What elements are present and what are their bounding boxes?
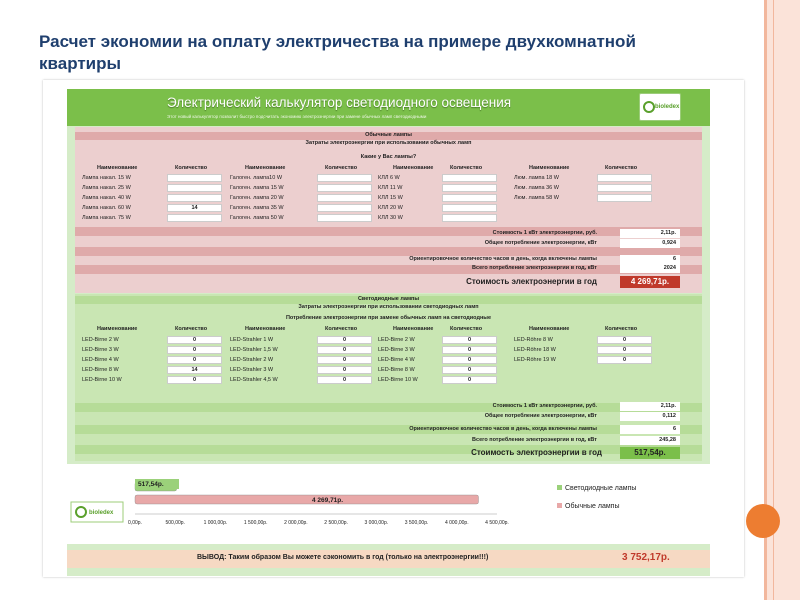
- lamp-qty-input[interactable]: [597, 174, 652, 182]
- col-header-qty: Количество: [450, 326, 483, 332]
- slide-title: Расчет экономии на оплату электричества на примере двухкомнатной квартиры: [39, 32, 636, 73]
- led-heading: Светодиодные лампы: [75, 296, 702, 304]
- chart-tick-label: 0,00р.: [128, 520, 142, 526]
- lamp-qty-input[interactable]: [167, 184, 222, 192]
- summary-label: Общее потребление электроэнергии, кВт: [484, 413, 597, 419]
- lamp-qty-input[interactable]: [167, 214, 222, 222]
- col-header-name: Наименование: [245, 165, 286, 171]
- lamp-name: LED-Birne 3 W: [378, 347, 415, 353]
- lamp-qty-input[interactable]: [317, 204, 372, 212]
- calculator-header: [67, 89, 710, 126]
- col-header-name: Наименование: [529, 165, 570, 171]
- chart-tick-label: 3 000,00р.: [364, 520, 389, 526]
- col-header-name: Наименование: [393, 165, 434, 171]
- summary-value: 6: [620, 425, 680, 434]
- summary-value: 2,11р.: [620, 229, 680, 238]
- lamp-name: КЛЛ 11 W: [378, 185, 403, 191]
- lamp-qty-input[interactable]: [317, 194, 372, 202]
- lamp-name: LED-Röhre 18 W: [514, 347, 556, 353]
- slide-decor-circle: [746, 504, 780, 538]
- summary-value: 2,11р.: [620, 402, 680, 411]
- summary-value: 0,924: [620, 239, 680, 248]
- col-header-name: Наименование: [393, 326, 434, 332]
- legend-swatch-1: [557, 503, 562, 508]
- lamp-name: КЛЛ 30 W: [378, 215, 403, 221]
- lamp-name: Люм. лампа 36 W: [514, 185, 559, 191]
- lamp-name: LED-Röhre 19 W: [514, 357, 556, 363]
- bioledex-logo: [639, 93, 681, 121]
- col-header-qty: Количество: [175, 165, 208, 171]
- lamp-name: Галоген. лампа 15 W: [230, 185, 284, 191]
- lamp-qty-input[interactable]: 14: [167, 366, 222, 374]
- regular-total-value: 4 269,71р.: [620, 276, 680, 288]
- lamp-qty-input[interactable]: [442, 184, 497, 192]
- lamp-qty-input[interactable]: 0: [442, 336, 497, 344]
- chart-data-label-led: 517,54р.: [138, 481, 164, 488]
- summary-label: Общее потребление электроэнергии, кВт: [484, 240, 597, 246]
- col-header-name: Наименование: [245, 326, 286, 332]
- summary-label: Стоимость 1 кВт электроэнергии, руб.: [492, 230, 597, 236]
- lamp-name: LED-Birne 2 W: [82, 337, 119, 343]
- col-header-qty: Количество: [325, 165, 358, 171]
- summary-value: 6: [620, 255, 680, 264]
- chart-tick-label: 3 500,00р.: [404, 520, 429, 526]
- lamp-name: LED-Birne 10 W: [82, 377, 122, 383]
- lamp-name: Лампа накал. 60 W: [82, 205, 131, 211]
- chart-tick-label: 4 500,00р.: [485, 520, 509, 526]
- lamp-name: КЛЛ 6 W: [378, 175, 400, 181]
- summary-value: 245,28: [620, 436, 680, 445]
- regular-subheading: Затраты электроэнергии при использовании обычных ламп: [305, 140, 472, 146]
- lamp-name: Лампа накал. 25 W: [82, 185, 131, 191]
- chart-data-label-regular: 4 269,71р.: [312, 497, 344, 504]
- lamp-qty-input[interactable]: 0: [167, 376, 222, 384]
- summary-label: Всего потребление электроэнергии в год, кВт: [472, 437, 597, 443]
- logo-text: bioledex: [655, 104, 680, 110]
- lamp-qty-input[interactable]: [167, 194, 222, 202]
- lamp-qty-input[interactable]: 0: [167, 356, 222, 364]
- lamp-qty-input[interactable]: 0: [317, 336, 372, 344]
- lamp-qty-input[interactable]: [597, 184, 652, 192]
- lamp-name: LED-Birne 2 W: [378, 337, 415, 343]
- lamp-name: LED-Birne 3 W: [82, 347, 119, 353]
- lamp-qty-input[interactable]: 0: [597, 336, 652, 344]
- comparison-chart: [67, 464, 710, 544]
- lamp-name: Лампа накал. 75 W: [82, 215, 131, 221]
- lamp-qty-input[interactable]: 0: [442, 356, 497, 364]
- col-header-qty: Количество: [605, 165, 638, 171]
- lamp-qty-input[interactable]: 0: [597, 356, 652, 364]
- lamp-qty-input[interactable]: [442, 174, 497, 182]
- lamp-name: LED-Birne 8 W: [378, 367, 415, 373]
- lamp-name: Галоген. лампа10 W: [230, 175, 283, 181]
- regular-total-label: Стоимость электроэнергии в год: [466, 277, 597, 286]
- lamp-name: Люм. лампа 58 W: [514, 195, 559, 201]
- led-calculator: [67, 89, 710, 576]
- lamp-name: LED-Röhre 8 W: [514, 337, 553, 343]
- conclusion-bar: [67, 550, 710, 568]
- lamp-qty-input[interactable]: [317, 214, 372, 222]
- lamp-name: Галоген. лампа 20 W: [230, 195, 284, 201]
- lamp-qty-input[interactable]: 0: [317, 356, 372, 364]
- lamp-qty-input[interactable]: 0: [167, 346, 222, 354]
- lamp-name: Галоген. лампа 50 W: [230, 215, 284, 221]
- lamp-name: LED-Birne 4 W: [378, 357, 415, 363]
- led-total-value: 517,54р.: [620, 447, 680, 459]
- lamp-qty-input[interactable]: 0: [442, 346, 497, 354]
- calculator-subtitle: Этот новый калькулятор позволит быстро подсчитать экономию электроэнергии при замене обычных ламп светодиодными: [167, 114, 427, 119]
- lamp-name: Лампа накал. 15 W: [82, 175, 131, 181]
- lamp-qty-input[interactable]: [442, 214, 497, 222]
- lamp-qty-input[interactable]: 14: [167, 204, 222, 212]
- lamp-qty-input[interactable]: [167, 174, 222, 182]
- col-header-qty: Количество: [325, 326, 358, 332]
- logo-ring-icon: [643, 101, 655, 113]
- lamp-name: Лампа накал. 40 W: [82, 195, 131, 201]
- legend-label-0: Светодиодные лампы: [565, 485, 637, 492]
- summary-label: Ориентировочное количество часов в день, когда включены лампы: [409, 256, 597, 262]
- lamp-qty-input[interactable]: [317, 174, 372, 182]
- lamp-name: Галоген. лампа 35 W: [230, 205, 284, 211]
- chart-bar-1: [135, 495, 478, 504]
- lamp-qty-input[interactable]: 0: [167, 336, 222, 344]
- led-subheading: Затраты электроэнергии при использовании светодиодных ламп: [298, 304, 479, 310]
- chart-tick-label: 1 000,00р.: [203, 520, 228, 526]
- conclusion-text: ВЫВОД: Таким образом Вы можете сэкономить в год (только на электроэнергии!!!): [197, 554, 489, 561]
- lamp-name: LED-Strahler 4,5 W: [230, 377, 278, 383]
- lamp-qty-input[interactable]: 0: [317, 346, 372, 354]
- lamp-qty-input[interactable]: 0: [317, 366, 372, 374]
- lamp-qty-input[interactable]: 0: [597, 346, 652, 354]
- lamp-name: LED-Birne 8 W: [82, 367, 119, 373]
- chart-tick-label: 2 000,00р.: [284, 520, 308, 526]
- col-header-name: Наименование: [97, 165, 138, 171]
- lamp-qty-input[interactable]: [442, 194, 497, 202]
- lamp-name: LED-Birne 10 W: [378, 377, 418, 383]
- regular-question: Какие у Вас лампы?: [360, 154, 417, 160]
- col-header-qty: Количество: [605, 326, 638, 332]
- conclusion-value: 3 752,17р.: [622, 552, 670, 563]
- lamp-name: КЛЛ 15 W: [378, 195, 403, 201]
- legend-label-1: Обычные лампы: [565, 503, 620, 510]
- summary-value: 2024: [620, 264, 680, 273]
- led-total-label: Стоимость электроэнергии в год: [471, 448, 602, 457]
- lamp-qty-input[interactable]: 0: [317, 376, 372, 384]
- comparison-chart-svg: [67, 464, 710, 544]
- lamp-name: LED-Strahler 3 W: [230, 367, 274, 373]
- summary-label: Всего потребление электроэнергии в год, кВт: [472, 265, 597, 271]
- legend-swatch-0: [557, 485, 562, 490]
- summary-value: 0,112: [620, 412, 680, 421]
- lamp-qty-input[interactable]: [597, 194, 652, 202]
- regular-band-2: [75, 247, 702, 256]
- led-question: Потребление электроэнергии при замене обычных ламп на светодиодные: [285, 315, 492, 321]
- chart-logo-text: bioledex: [89, 510, 114, 516]
- col-header-name: Наименование: [529, 326, 570, 332]
- lamp-name: Люм. лампа 18 W: [514, 175, 559, 181]
- lamp-qty-input[interactable]: 0: [442, 366, 497, 374]
- lamp-name: LED-Strahler 1,5 W: [230, 347, 278, 353]
- lamp-name: LED-Strahler 1 W: [230, 337, 274, 343]
- lamp-qty-input[interactable]: 0: [442, 376, 497, 384]
- lamp-name: КЛЛ 20 W: [378, 205, 403, 211]
- chart-tick-label: 2 500,00р.: [324, 520, 348, 526]
- calculator-title: Электрический калькулятор светодиодного освещения: [167, 95, 512, 110]
- summary-label: Стоимость 1 кВт электроэнергии, руб.: [492, 403, 597, 409]
- chart-tick-label: 4 000,00р.: [444, 520, 469, 526]
- lamp-qty-input[interactable]: [442, 204, 497, 212]
- chart-tick-label: 500,00р.: [165, 520, 185, 526]
- col-header-qty: Количество: [175, 326, 208, 332]
- lamp-name: LED-Birne 4 W: [82, 357, 119, 363]
- chart-tick-label: 1 500,00р.: [243, 520, 268, 526]
- lamp-name: LED-Strahler 2 W: [230, 357, 274, 363]
- lamp-qty-input[interactable]: [317, 184, 372, 192]
- col-header-name: Наименование: [97, 326, 138, 332]
- summary-label: Ориентировочное количество часов в день, когда включены лампы: [409, 426, 597, 432]
- regular-heading: Обычные лампы: [75, 132, 702, 140]
- col-header-qty: Количество: [450, 165, 483, 171]
